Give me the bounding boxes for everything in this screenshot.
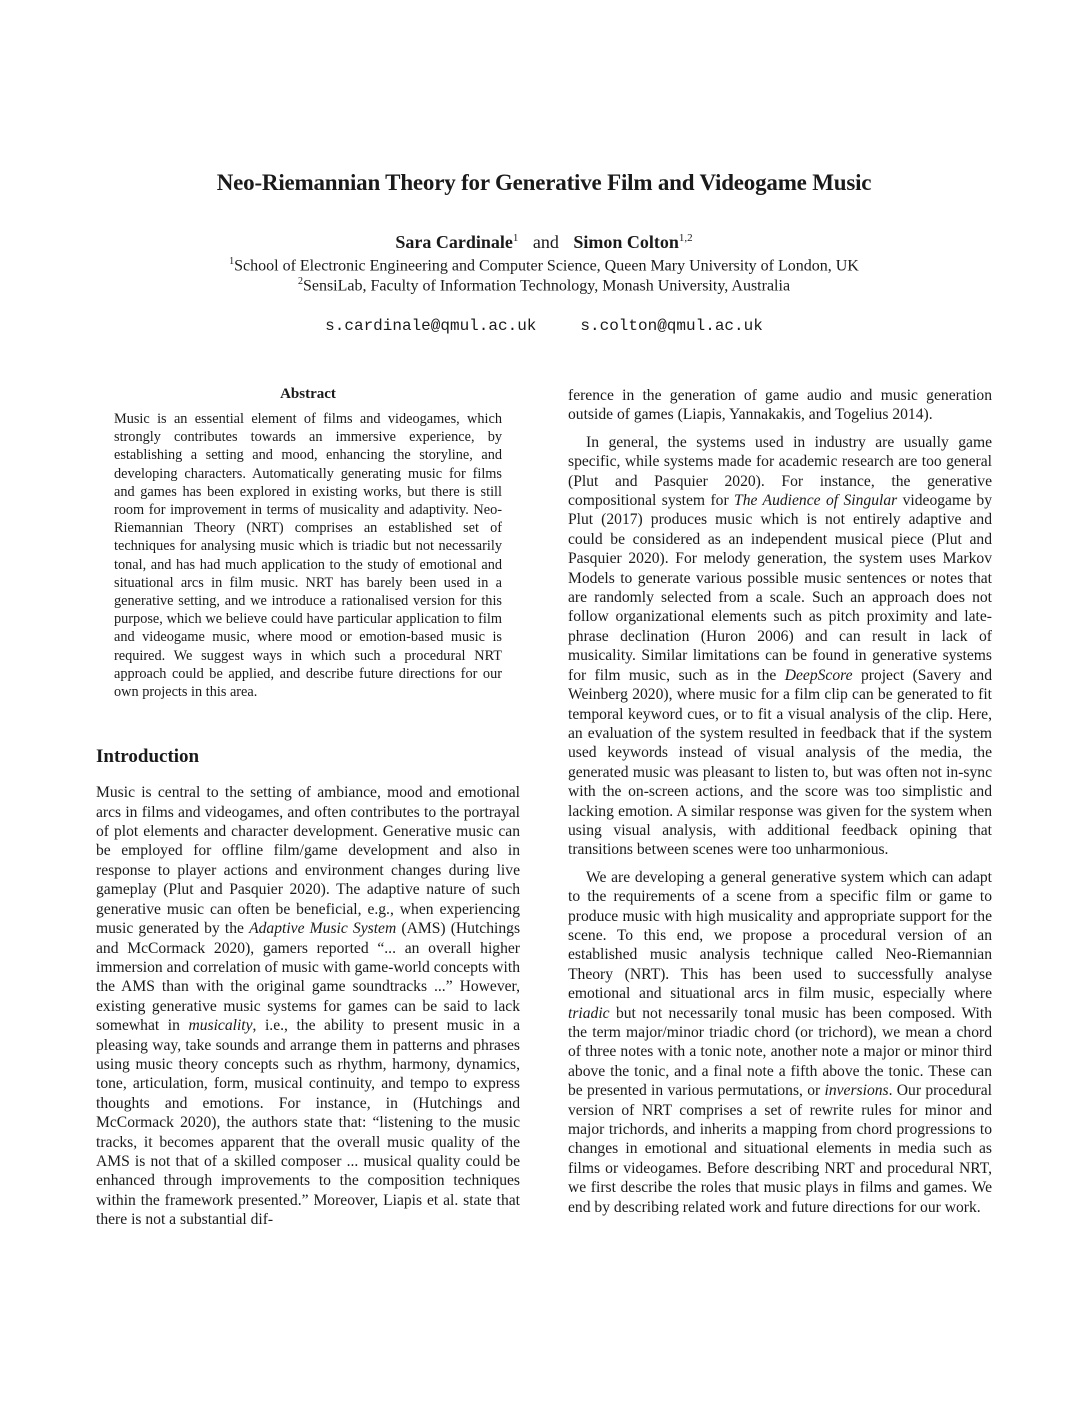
left-column (96, 386, 520, 1230)
author-list (0, 232, 1088, 253)
author-name: Simon Colton (573, 232, 679, 252)
author-affiliation-mark: 1 (512, 232, 519, 244)
right-column (568, 386, 992, 1217)
affiliation-text: School of Electronic Engineering and Computer Science, Queen Mary University of London, UK (234, 257, 859, 275)
email-list (0, 317, 1088, 335)
abstract-heading: Abstract (280, 386, 336, 402)
author-name: Sara Cardinale (395, 232, 513, 252)
email-address: s.cardinale@qmul.ac.uk (325, 317, 537, 335)
email-address: s.colton@qmul.ac.uk (580, 317, 763, 335)
intro-paragraph-1-continued: ference in the generation of game audio and music generation outside of games (Liapis, Yannakakis, and Togelius 2014). (568, 387, 992, 424)
author-affiliation-mark: 1,2 (678, 232, 693, 244)
intro-paragraph-2: In general, the systems used in industry are usually game specific, while systems made for academic research are too general (Plut and Pasquier 2020). For instance, the generative compositional system for The Audience of Singular videogame by Plut (2017) produces music which is not entirely adaptive and could be considered as an independent musical piece (Plut and Pasquier 2020). For melody generation, the system uses Markov Models to generate various possible music sentences or notes that are randomly selected from a scale. Such an approach does not follow organizational elements such as pitch proximity and late-phrase declination (Huron 2006) and can result in lack of musicality. Similar limitations can be found in generative systems for film music, such as in the DeepScore project (Savery and Weinberg 2020), where music for a film clip can be generated to fit temporal keyword cues, or to fit a visual analysis of the clip. Here, an evaluation of the system resulted in feedback that if the system used keywords instead of visual analysis of the media, the generated music was pleasant to listen to, but was often not in-sync with the on-screen actions, and the score was too simplistic and lacking emotion. A similar response was given for the system when using visual analysis, with additional feedback opining that transitions between scenes were too unharmonious. (568, 433, 993, 859)
abstract-text: Music is an essential element of films and videogames, which strongly contributes towards an immersive experience, by establishing a setting and mood, enhancing the storyline, and developing characters. Automatically generating music for films and games has been explored in existing works, but there is still room for improvement in terms of musicality and adaptivity. Neo-Riemannian Theory (NRT) comprises an established set of techniques for analysing music which is triadic but not necessarily tonal, and has had much application to the study of emotional and situational arcs in film music. NRT has barely been used in a generative setting, and we introduce a rationalised version for this purpose, which we believe could have particular application to film and videogame music, where mood or emotion-based music is required. We suggest ways in which such a procedural NRT approach could be applied, and describe future directions for our own projects in this area. (114, 411, 502, 701)
intro-paragraph-1: Music is central to the setting of ambiance, mood and emotional arcs in films and videogames, and often contributes to the portrayal of plot elements and character development. Generative music can be employed for offline film/game development and also in response to player actions and environment changes during live gameplay (Plut and Pasquier 2020). The adaptive nature of such generative music can often be beneficial, e.g., when experiencing music generated by the Adaptive Music System (AMS) (Hutchings and McCormack 2020), gamers reported “... an overall higher immersion and correlation of music with game-world concepts with the AMS than with the original game soundtracks ...” However, existing generative music systems for games can be said to lack somewhat in musicality, i.e., the ability to present music in a pleasing way, take sounds and arrange them in patterns and phrases using music theory concepts such as rhythm, harmony, dynamics, tone, articulation, form, musical continuity, and tempo to express thoughts and emotions. For instance, in (Hutchings and McCormack 2020), the authors state that: “listening to the music tracks, it becomes apparent that the overall music quality of the AMS is not that of a skilled composer ... musical quality could be enhanced through improvements to the composition techniques within the framework presented.” Moreover, Liapis et al. state that there is not a substantial dif- (96, 784, 521, 1229)
affiliation-text: SensiLab, Faculty of Information Technology, Monash University, Australia (302, 277, 791, 295)
affiliation-2 (0, 276, 1088, 295)
affiliation-mark: 1 (229, 256, 235, 267)
intro-paragraph-3: We are developing a general generative system which can adapt to the requirements of a scene from a specific film or game to produce music with high musicality and appropriate support for the scene. To this end, we propose a procedural version of an established music analysis technique called Neo-Riemannian Theory (NRT). This has been used to successfully analyse emotional and situational arcs in film music, especially where triadic but not necessarily tonal music has been composed. With the term major/minor triadic chord (or trichord), we mean a chord of three notes with a tonic note, another note a major or minor third above the tonic, and a final note a fifth above the tonic. These can be presented in various permutations, or inversions. Our procedural version of NRT comprises a set of rewrite rules for minor and major trichords, and inherits a mapping from chord progressions to changes in emotional and situational elements in media such as films or videogames. Before describing NRT and procedural NRT, we first describe the roles that music plays in films and games. We end by describing related work and future directions for our work. (568, 868, 992, 1216)
affiliation-1 (0, 256, 1088, 275)
author-conjunction: and (532, 232, 559, 252)
affiliation-mark: 2 (297, 276, 303, 287)
paper-title: Neo-Riemannian Theory for Generative Film and Videogame Music (216, 170, 872, 195)
section-heading-introduction: Introduction (96, 746, 200, 768)
